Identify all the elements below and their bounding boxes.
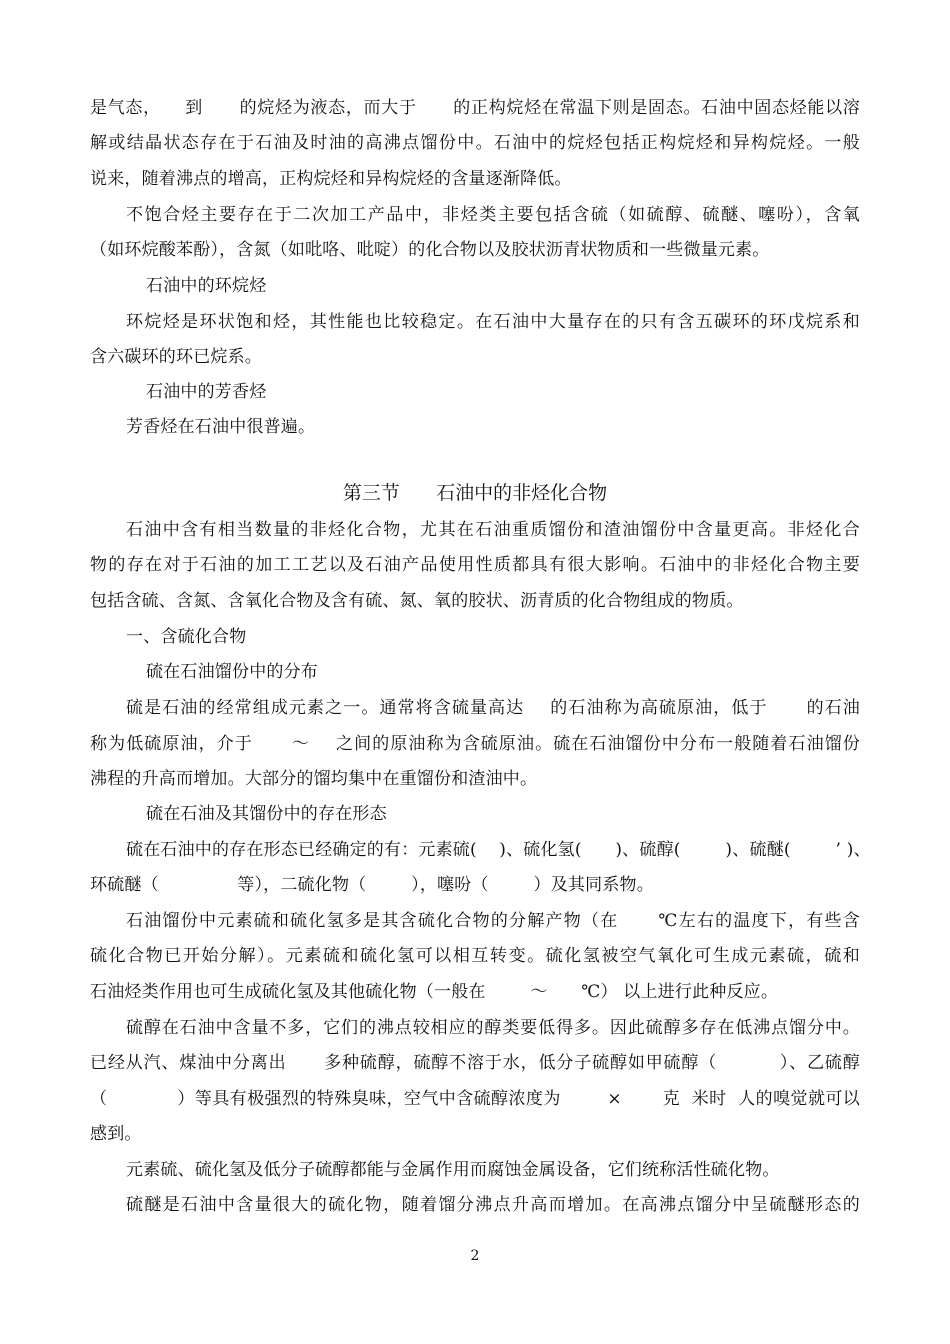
text-line: 元素硫、硫化氢及低分子硫醇都能与金属作用而腐蚀金属设备，它们统称活性硫化物。	[126, 1160, 780, 1180]
text-line: 已经从汽、煤油中分离出 多种硫醇，硫醇不溶于水，低分子硫醇如甲硫醇（ ）、乙硫醇	[90, 1053, 860, 1073]
text-line: 是气态， 到 的烷烃为液态，而大于 的正构烷烃在常温下则是固态。石油中固态烃能以溶	[90, 98, 860, 118]
text-line: （如环烷酸苯酚），含氮（如吡咯、吡啶）的化合物以及胶状沥青状物质和一些微量元素。	[90, 240, 770, 260]
text-line: 石油烃类作用也可生成硫化氢及其他硫化物（一般在 ～ ℃） 以上进行此种反应。	[90, 982, 779, 1002]
text-line: 感到。	[90, 1124, 142, 1144]
subheading: 硫在石油馏份中的分布	[146, 662, 318, 682]
text-line: 包括含硫、含氮、含氧化合物及含有硫、氮、氧的胶状、沥青质的化合物组成的物质。	[90, 591, 744, 611]
section-title: 第三节 石油中的非烃化合物	[342, 482, 608, 504]
text-line: （ ）等具有极强烈的特殊臭味，空气中含硫醇浓度为 × 克 米时 人的嗅觉就可以	[90, 1089, 860, 1109]
text-line: 石油馏份中元素硫和硫化氢多是其含硫化合物的分解产物（在 ℃左右的温度下，有些含	[126, 911, 860, 931]
text-line: 环硫醚（ 等），二硫化物（ ），噻吩（ ）及其同系物。	[90, 875, 654, 895]
text-line: 物的存在对于石油的加工工艺以及石油产品使用性质都具有很大影响。石油中的非烃化合物主要	[90, 555, 860, 575]
text-line: 硫化合物已开始分解）。元素硫和硫化氢可以相互转变。硫化氢被空气氧化可生成元素硫，硫和	[90, 946, 860, 966]
text-line: 称为低硫原油，介于 ～ 之间的原油称为含硫原油。硫在石油馏份中分布一般随着石油馏份	[90, 734, 860, 754]
text-line: 芳香烃在石油中很普遍。	[126, 417, 316, 437]
subheading: 石油中的环烷烃	[146, 276, 267, 296]
text-line: 解或结晶状态存在于石油及时油的高沸点馏份中。石油中的烷烃包括正构烷烃和异构烷烃。一般	[90, 133, 860, 153]
text-line: 沸程的升高而增加。大部分的馏均集中在重馏份和渣油中。	[90, 769, 538, 789]
text-line: 硫醚是石油中含量很大的硫化物，随着馏分沸点升高而增加。在高沸点馏分中呈硫醚形态的	[126, 1195, 860, 1215]
text-line: 含六碳环的环已烷系。	[90, 347, 262, 367]
text-line: 不饱合烃主要存在于二次加工产品中，非烃类主要包括含硫（如硫醇、硫醚、噻吩），含氧	[126, 205, 860, 225]
text-line: 硫醇在石油中含量不多，它们的沸点较相应的醇类要低得多。因此硫醇多存在低沸点馏分中。	[126, 1018, 860, 1038]
text-line: 说来，随着沸点的增高，正构烷烃和异构烷烃的含量逐渐降低。	[90, 169, 572, 189]
text-line: 环烷烃是环状饱和烃，其性能也比较稳定。在石油中大量存在的只有含五碳环的环戊烷系和	[126, 312, 860, 332]
text-line: 石油中含有相当数量的非烃化合物，尤其在石油重质馏份和渣油馏份中含量更高。非烃化合	[126, 520, 860, 540]
subheading: 石油中的芳香烃	[146, 382, 267, 402]
text-line: 硫是石油的经常组成元素之一。通常将含硫量高达 的石油称为高硫原油，低于 的石油	[126, 698, 860, 718]
text-line: 硫在石油中的存在形态已经确定的有：元素硫( )、硫化氢( )、硫醇( )、硫醚( ’ )、	[126, 840, 871, 860]
subheading: 硫在石油及其馏份中的存在形态	[146, 804, 387, 824]
page-number: 2	[470, 1248, 480, 1264]
subheading: 一、含硫化合物	[126, 627, 247, 647]
